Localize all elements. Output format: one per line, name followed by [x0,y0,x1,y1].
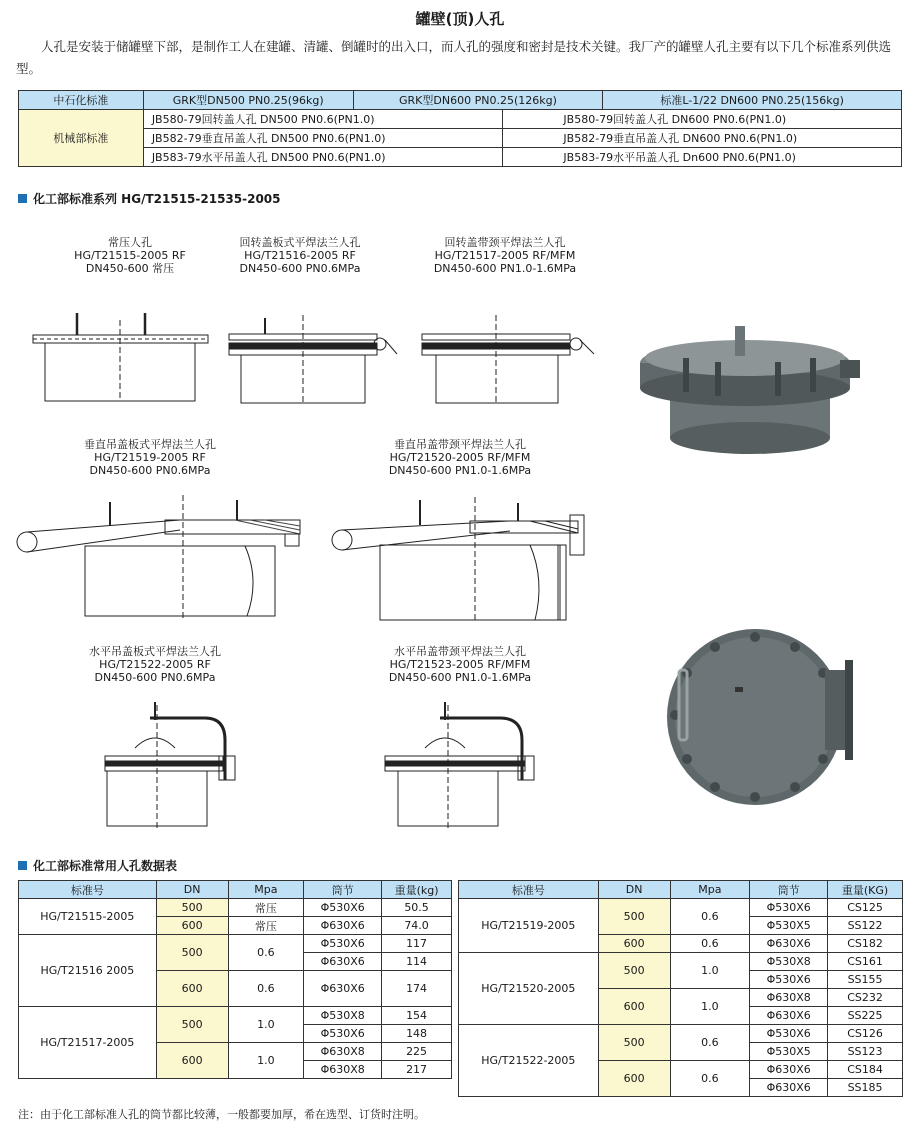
vertical-davit-plate-drawing [15,490,310,620]
weight-cell: CS182 [828,935,903,953]
dn-cell: 500 [598,899,670,935]
machinery-item: JB582-79垂直吊盖人孔 DN500 PN0.6(PN1.0) [143,129,503,148]
tube-cell: Φ530X6 [304,1025,382,1043]
horizontal-davit-neck-drawing [380,700,540,830]
dn-cell: 600 [598,935,670,953]
tube-cell: Φ630X6 [750,1079,828,1097]
diagram-label-line: 垂直吊盖带颈平焊法兰人孔 [394,438,526,451]
weight-cell: 114 [382,953,452,971]
mpa-cell: 0.6 [228,971,304,1007]
atmospheric-manway-drawing [25,305,215,405]
horizontal-davit-plate-drawing [95,700,255,830]
tube-cell: Φ530X6 [750,1025,828,1043]
footnote: 注：由于化工部标准人孔的筒节都比较薄，一般都要加厚，希在选型、订货时注明。 [18,1108,425,1121]
vertical-davit-neck-drawing [330,495,600,625]
diagram-label-line: DN450-600 PN1.0-1.6MPa [433,262,577,275]
tube-cell: Φ630X6 [304,971,382,1007]
dn-cell: 500 [598,1025,670,1061]
square-bullet-icon [18,861,27,870]
section-heading-data-table [18,857,177,874]
mpa-cell: 常压 [228,917,304,935]
section-heading-text: 化工部标准系列 HG/T21515-21535-2005 [33,192,281,206]
machinery-label: 机械部标准 [19,110,144,167]
machinery-item: JB583-79水平吊盖人孔 DN500 PN0.6(PN1.0) [143,148,503,167]
column-header: 筒节 [750,881,828,899]
diagram-label-line: HG/T21520-2005 RF/MFM [389,451,531,464]
diagram-label [350,645,570,684]
weight-cell: CS126 [828,1025,903,1043]
mpa-cell: 0.6 [670,1025,750,1061]
tube-cell: Φ630X8 [750,989,828,1007]
column-header: DN [598,881,670,899]
machinery-item: JB583-79水平吊盖人孔 Dn600 PN0.6(PN1.0) [503,148,902,167]
weight-cell: 225 [382,1043,452,1061]
mpa-cell: 1.0 [670,989,750,1025]
diagram-label [395,236,615,275]
diagram-label-line: DN450-600 PN0.6MPa [89,464,211,477]
data-table-right [458,880,903,1097]
sinopec-item: GRK型DN500 PN0.25(96kg) [143,91,353,110]
dn-cell: 500 [598,953,670,989]
weight-cell: SS155 [828,971,903,989]
standard-cell: HG/T21516 2005 [19,935,157,1007]
standard-cell: HG/T21517-2005 [19,1007,157,1079]
dn-cell: 500 [156,899,228,917]
machinery-item: JB580-79回转盖人孔 DN600 PN0.6(PN1.0) [503,110,902,129]
diagram-label-line: HG/T21522-2005 RF [99,658,211,671]
manway-side-photo [635,318,870,458]
weight-cell: CS125 [828,899,903,917]
tube-cell: Φ530X6 [750,899,828,917]
tube-cell: Φ530X8 [750,953,828,971]
tube-cell: Φ630X6 [304,917,382,935]
dn-cell: 600 [156,971,228,1007]
weight-cell: SS225 [828,1007,903,1025]
standard-cell: HG/T21520-2005 [459,953,599,1025]
diagram-label [190,236,410,275]
diagram-label-line: 回转盖带颈平焊法兰人孔 [444,236,566,249]
mpa-cell: 1.0 [228,1007,304,1043]
tube-cell: Φ530X6 [304,899,382,917]
weight-cell: SS123 [828,1043,903,1061]
machinery-item: JB582-79垂直吊盖人孔 DN600 PN0.6(PN1.0) [503,129,902,148]
standard-cell: HG/T21519-2005 [459,899,599,953]
standard-cell: HG/T21522-2005 [459,1025,599,1097]
weight-cell: 217 [382,1061,452,1079]
tube-cell: Φ530X5 [750,1043,828,1061]
intro-paragraph: 人孔是安装于储罐壁下部，是制作工人在建罐、清罐、倒罐时的出入口，而人孔的强度和密封是技术关键。我厂产的罐壁人孔主要有以下几个标准系列供选型。 [16,39,892,76]
dn-cell: 600 [598,1061,670,1097]
rotating-cover-neck-drawing [418,310,598,405]
diagram-label-line: 水平吊盖板式平焊法兰人孔 [89,645,221,658]
rotating-cover-plate-drawing [225,310,400,405]
tube-cell: Φ530X6 [304,935,382,953]
weight-cell: CS232 [828,989,903,1007]
tube-cell: Φ530X5 [750,917,828,935]
tube-cell: Φ630X6 [750,1061,828,1079]
sinopec-item: 标准L-1/22 DN600 PN0.25(156kg) [603,91,902,110]
diagram-label-line: 常压人孔 [108,236,152,249]
dn-cell: 600 [598,989,670,1025]
mpa-cell: 0.6 [670,899,750,935]
diagram-label-line: DN450-600 PN0.6MPa [94,671,216,684]
diagram-label-line: HG/T21523-2005 RF/MFM [389,658,531,671]
weight-cell: SS122 [828,917,903,935]
tube-cell: Φ630X8 [304,1043,382,1061]
sinopec-label: 中石化标准 [19,91,144,110]
column-header: 标准号 [19,881,157,899]
weight-cell: CS161 [828,953,903,971]
diagram-label-line: 回转盖板式平焊法兰人孔 [239,236,361,249]
weight-cell: 174 [382,971,452,1007]
section-heading-chemical-series [18,190,281,207]
column-header: 重量(kg) [382,881,452,899]
tube-cell: Φ630X6 [304,953,382,971]
weight-cell: CS184 [828,1061,903,1079]
mpa-cell: 1.0 [228,1043,304,1079]
weight-cell: SS185 [828,1079,903,1097]
dn-cell: 600 [156,1043,228,1079]
column-header: DN [156,881,228,899]
diagram-label-line: DN450-600 PN1.0-1.6MPa [388,464,532,477]
weight-cell: 154 [382,1007,452,1025]
mpa-cell: 常压 [228,899,304,917]
weight-cell: 117 [382,935,452,953]
tube-cell: Φ630X6 [750,1007,828,1025]
diagram-label [350,438,570,477]
column-header: 标准号 [459,881,599,899]
sinopec-item: GRK型DN600 PN0.25(126kg) [353,91,603,110]
square-bullet-icon [18,194,27,203]
diagram-label-line: 垂直吊盖板式平焊法兰人孔 [84,438,216,451]
standards-table [18,90,902,167]
tube-cell: Φ630X8 [304,1061,382,1079]
column-header: Mpa [228,881,304,899]
diagram-label [40,438,260,477]
tube-cell: Φ530X6 [750,971,828,989]
column-header: 筒节 [304,881,382,899]
column-header: Mpa [670,881,750,899]
diagram-label-line: 水平吊盖带颈平焊法兰人孔 [394,645,526,658]
dn-cell: 600 [156,917,228,935]
mpa-cell: 0.6 [228,935,304,971]
weight-cell: 148 [382,1025,452,1043]
weight-cell: 74.0 [382,917,452,935]
dn-cell: 500 [156,1007,228,1043]
tube-cell: Φ530X8 [304,1007,382,1025]
standard-cell: HG/T21515-2005 [19,899,157,935]
mpa-cell: 1.0 [670,953,750,989]
diagram-label-line: HG/T21516-2005 RF [244,249,356,262]
diagram-label [45,645,265,684]
tube-cell: Φ630X6 [750,935,828,953]
page-title: 罐壁(顶)人孔 [415,10,505,28]
section-heading-text: 化工部标准常用人孔数据表 [33,859,178,873]
machinery-item: JB580-79回转盖人孔 DN500 PN0.6(PN1.0) [143,110,503,129]
mpa-cell: 0.6 [670,935,750,953]
data-table-left [18,880,452,1079]
dn-cell: 500 [156,935,228,971]
diagram-label-line: HG/T21519-2005 RF [94,451,206,464]
diagram-label-line: HG/T21515-2005 RF [74,249,186,262]
weight-cell: 50.5 [382,899,452,917]
column-header: 重量(KG) [828,881,903,899]
diagram-label-line: HG/T21517-2005 RF/MFM [434,249,576,262]
diagram-label-line: DN450-600 PN1.0-1.6MPa [388,671,532,684]
mpa-cell: 0.6 [670,1061,750,1097]
diagram-label-line: DN450-600 常压 [85,262,175,275]
diagram-label-line: DN450-600 PN0.6MPa [239,262,361,275]
manway-front-photo [665,625,870,810]
